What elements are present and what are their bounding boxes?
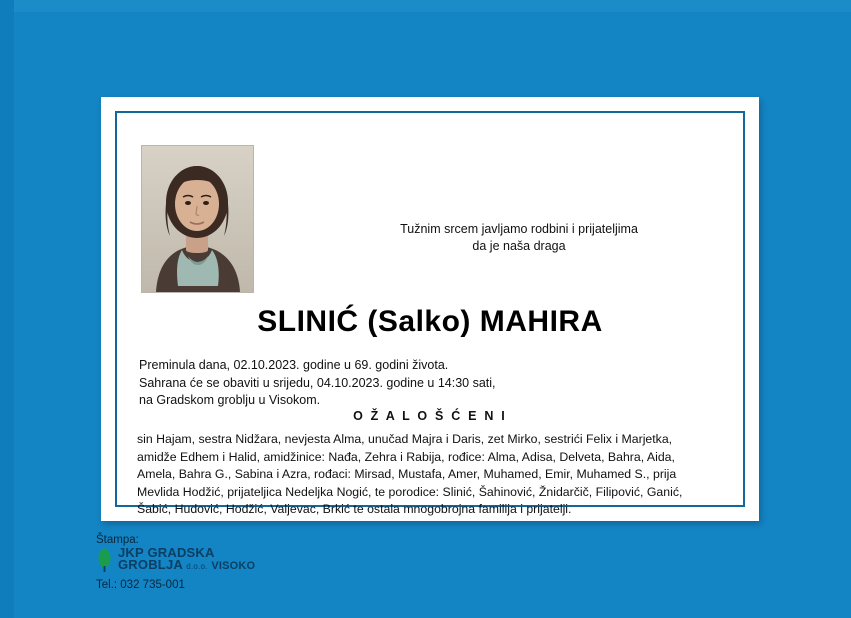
printer-logo: [96, 547, 396, 572]
cypress-tree-icon: [96, 548, 113, 572]
printer-logo-jkp: JKP: [118, 545, 144, 560]
details-line-2: Sahrana će se obaviti u srijedu, 04.10.2023. godine u 14:30 sati,: [139, 375, 496, 390]
printer-logo-line-2: [118, 556, 256, 573]
printer-logo-gradska: GRADSKA: [147, 545, 215, 560]
mourners-line-1: sin Hajam, sestra Nidžara, nevjesta Alma, unučad Majra i Daris, zet Mirko, sestrići Felix i Marjetka,: [137, 432, 673, 446]
printer-logo-city: VISOKO: [211, 559, 256, 572]
deceased-photo: [141, 145, 254, 293]
mourners-line-3: Amela, Bahra G., Sabina i Azra, rođaci: Mirsad, Mustafa, Amer, Muhamed, Emir, Muhamed S., prija: [137, 467, 677, 482]
print-label: Štampa:: [96, 534, 139, 546]
card-content: [129, 125, 731, 517]
intro-line-2: da je naša draga: [472, 239, 566, 253]
service-details: [139, 357, 739, 410]
background-top-band: [0, 0, 851, 12]
deceased-name: SLINIĆ (Salko) MAHIRA: [257, 305, 603, 338]
intro-line-1: Tužnim srcem javljamo rodbini i prijateljima: [400, 222, 638, 236]
mourners-line-2: amidže Edhem i Halid, amidžinice: Nađa, Zehra i Rabija, rođice: Alma, Adisa, Delveta, Bahra, Aida,: [137, 449, 675, 464]
printer-phone: Tel.: 032 735-001: [96, 579, 185, 591]
printer-logo-groblja: GROBLJA: [118, 556, 183, 572]
mourners-list: [137, 431, 725, 519]
mourners-line-4: Mevlida Hodžić, prijateljica Nedeljka Nogić, te porodice: Slinić, Šahinović, Žnidarčič, Filipović, Ganić,: [137, 484, 683, 499]
printer-logo-doo: d.o.o.: [186, 561, 208, 571]
background-left-band: [0, 0, 14, 618]
mourners-heading: O Ž A L O Š Ć E N I: [353, 409, 507, 423]
obituary-card: [101, 97, 759, 521]
intro-text: [289, 221, 749, 255]
printer-footer: [96, 534, 396, 591]
printer-logo-text: [118, 547, 255, 572]
details-line-3: na Gradskom groblju u Visokom.: [139, 393, 321, 407]
mourners-line-5: Šabić, Hudović, Hodžić, Valjevac, Brkić te ostala mnogobrojna familija i prijatelji.: [137, 502, 572, 517]
details-line-1: Preminula dana, 02.10.2023. godine u 69. godini života.: [139, 358, 449, 372]
